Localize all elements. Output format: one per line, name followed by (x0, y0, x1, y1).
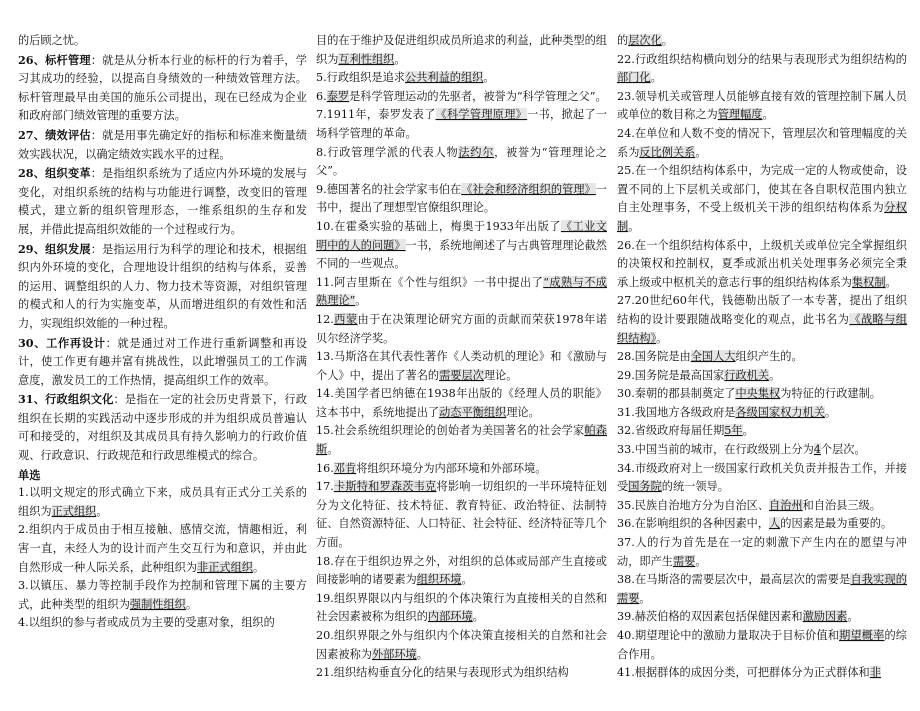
section-heading-single-choice: 单选 (18, 467, 41, 482)
answer: 需要 (672, 554, 696, 568)
question-item (316, 590, 607, 627)
question-text: 4.以组织的参与者或成员为主要的受惠对象，组织的 (18, 616, 275, 630)
question-text-end: 。 (847, 610, 859, 624)
question-item (316, 422, 607, 459)
left-column (18, 32, 307, 633)
answer: 法约尔 (458, 145, 495, 159)
question-text-end: 。 (885, 275, 897, 289)
answer: 内部环境 (427, 610, 473, 624)
question-text-end: 。 (695, 554, 707, 568)
question-text-end: 的统一领导。 (661, 480, 729, 494)
question-list-left (18, 484, 307, 633)
question-text: 17. (316, 480, 334, 494)
definition-list (18, 51, 307, 466)
question-text: 29.国务院是最高国家 (617, 368, 725, 382)
answer: 泰罗 (326, 89, 350, 103)
question-item (316, 460, 607, 479)
question-text: 33.中国当前的城市，在行政级别上分为 (617, 443, 814, 457)
answer: 需要层次 (439, 368, 484, 382)
question-item (617, 608, 907, 627)
question-item (617, 385, 907, 404)
question-item (617, 404, 907, 423)
question-text: 31.我国地方各级政府是 (617, 405, 736, 419)
definition-body: ：就是用事先确定好的指标和标准来衡量绩效实践状况，以确定绩效实践水平的过程。 (18, 128, 307, 161)
question-item (617, 497, 907, 516)
question-item (316, 181, 607, 218)
answer: 反比例关系 (639, 145, 696, 159)
question-text-end: 一书中，提出了理想型官僚组织理论。 (316, 182, 607, 215)
definition-term: 29、组织发展 (18, 241, 91, 256)
question-text: 24.在单位和人数不变的情况下，管理层次和管理幅度的关系为 (617, 126, 907, 159)
answer: 激励因素 (802, 610, 848, 624)
question-text: 2.组织内于成员由于相互接触、感情交流，情趣相近，利害一直，未经人为的设计而产生交互行为和意识，并由此自然形成一种人际关系，此种组织为 (18, 523, 307, 574)
question-text-end: 将组织环境分为内部环境和外部环境。 (356, 461, 547, 475)
question-text: 18.存在于组织边界之外，对组织的总体或局部产生直接或间接影响的诸要素为 (316, 554, 607, 587)
answer: 正式组织 (51, 504, 97, 518)
question-text-end: 的因素是最为重要的。 (780, 517, 893, 531)
definition-item (18, 390, 307, 465)
question-text: 3.以镇压、暴力等控制手段作为控制和管理下属的主要方式，此种类型的组织为 (18, 579, 307, 611)
question-item (316, 69, 607, 88)
question-text: 20.组织界限之外与组织内个体决策直接相关的自然和社会因素被称为 (316, 629, 607, 661)
answer: 公共利益的组织 (405, 71, 484, 85)
question-text: 38.在马斯洛的需要层次中，最高层次的需要是 (617, 573, 851, 587)
question-text-end: 为特征的行政建制。 (780, 387, 881, 401)
definition-body: ：就是从分析本行业的标杆的行为着手，学习其成功的经验，以提高自身绩效的一种绩效管理方法。标杆管理最早由美国的施乐公司提出，现在已经成为企业和政府部门绩效管理的重要方法。 (18, 53, 307, 123)
definition-term: 30、工作再设计 (18, 335, 106, 350)
question-text-end: 。 (628, 219, 640, 233)
answer: 自我实现的需要 (617, 573, 907, 605)
answer: 分权制 (617, 201, 907, 233)
question-item (617, 367, 907, 386)
question-text-end: 。 (695, 145, 707, 159)
question-text-end: 理论。 (483, 368, 518, 382)
right-top-tail: 的层次化。 (617, 34, 673, 47)
question-item (18, 484, 307, 521)
question-text-end: 。 (742, 424, 754, 438)
question-text: 9.德国著名的社会学家韦伯在 (316, 182, 462, 196)
question-item (316, 348, 607, 385)
question-text: 28.国务院是由 (617, 350, 691, 364)
question-item (617, 441, 907, 460)
question-text-end: 的综合作用。 (617, 629, 907, 661)
question-text: 30.秦朝的郡县制奠定了 (617, 387, 736, 401)
question-text: 12. (316, 312, 334, 326)
answer: 卡斯特和罗森茨韦克 (333, 480, 437, 494)
question-text: 40.期望理论中的激励力量取决于目标价值和 (617, 629, 840, 642)
answer: 互利性组织 (338, 52, 395, 66)
question-text: 7.1911年，泰罗发表了 (316, 108, 436, 122)
question-text-end: 。 (650, 71, 662, 85)
question-item (617, 348, 907, 367)
middle-top-tail: 目的在于维护及促进组织成员所追求的利益，此种类型的组织为互利性组织。 (316, 34, 607, 66)
definition-term: 28、组织变革 (18, 166, 91, 181)
question-item (617, 125, 907, 162)
answer: “成熟与不成熟理论” (316, 275, 607, 308)
question-text: 13.马斯洛在其代表性著作《人类动机的理论》和《激励与个人》中，提出了著名的 (316, 350, 607, 382)
question-text-end: 。 (472, 610, 484, 624)
question-text: 37.人的行为首先是在一定的刺激下产生内在的愿望与冲动，即产生 (617, 536, 907, 568)
question-item (617, 515, 907, 534)
question-item (316, 274, 607, 311)
answer: 非正式组织 (197, 560, 253, 574)
definition-item (18, 334, 307, 391)
answer: 集权制 (851, 275, 886, 289)
answer: 4 (813, 443, 821, 457)
question-text: 22.行政组织结构横向划分的结果与表现形式为组织结构的 (617, 52, 907, 66)
question-item (316, 106, 607, 143)
answer: 5年 (724, 424, 743, 438)
question-text-end: 。 (483, 71, 495, 85)
answer: 非 (869, 666, 881, 680)
definition-term: 27、绩效评估 (18, 127, 91, 142)
question-text-end: 。 (327, 443, 339, 457)
answer: 帕森斯 (316, 424, 607, 457)
question-item (617, 237, 907, 293)
question-text-end: 。 (762, 108, 774, 122)
definition-body: ：是指运用行为科学的理论和技术，根据组织内外环境的变化，合理地设计组织的结构与体系，妥善的运用、调整组织的人力、物力技术等资源，对组织管理的模式和人的行为实施变革，从而增进组织的有效性和活力，实现组织效能的一种过程。 (18, 242, 307, 330)
question-item (316, 144, 607, 181)
question-text: 39.赫茨伯格的双因素包括保健因素和 (617, 610, 803, 624)
question-item (617, 51, 907, 88)
question-text-end: 组织产生的。 (735, 350, 803, 364)
question-text-end: 。 (461, 573, 473, 587)
definition-body: ：是指在一定的社会历史背景下，行政组织在长期的实践活动中逐步形成的并为组织成员普遍认可和接受的，对组织及其成员具有持久影响力的行政价值观、行政意识、行政规范和行政思维模式的综合。 (18, 393, 307, 463)
question-list-middle (316, 69, 607, 683)
question-item (617, 460, 907, 497)
right-column (617, 32, 907, 683)
question-item (316, 627, 607, 664)
question-item (18, 614, 307, 633)
answer: 期望概率 (839, 629, 885, 642)
question-text-end: 一书，掀起了一场科学管理的革命。 (316, 108, 607, 140)
answer: 层次化 (628, 34, 662, 47)
question-item (316, 218, 607, 274)
question-text-end: 。 (656, 331, 668, 345)
answer: 自治州 (769, 498, 803, 512)
question-item (316, 385, 607, 422)
question-item (617, 664, 907, 683)
answer: 管理幅度 (717, 108, 763, 122)
question-text: 25.在一个组织结构体系中，为完成一定的人物或使命，设置不同的上下层机关或部门，使其在各自职权范围内独立自主处理事务，不受上级机关干涉的组织结构体系为 (617, 164, 907, 215)
question-text: 26.在一个组织结构体系中，上级机关或单位完全掌握组织的决策权和控制权，夏季或派出机关处理事务必须完全秉承上级或中枢机关的意志行事的组织结构体系为 (617, 238, 907, 289)
question-text: 10.在霍桑实验的基础上，梅奥于1933年出版了 (316, 219, 561, 233)
answer: 动态平衡组织 (439, 405, 507, 419)
answer: 邓肯 (333, 461, 357, 475)
question-text: 34.市级政府对上一级国家行政机关负责并报告工作，并接受 (617, 461, 907, 494)
answer: 各级国家权力机关 (735, 405, 825, 419)
question-text-end: 将影响一切组织的一半环境特征划分为文化特征、技术特征、教育特征、政治特征、法制特征、自然资源特征、人口特征、社会特征、经济特征等几个方面。 (316, 480, 607, 550)
question-text: 41.根据群体的成因分类，可把群体分为正式群体和 (617, 666, 870, 680)
question-list-right (617, 51, 907, 683)
question-text: 19.组织界限以内与组织的个体决策行为直接相关的自然和社会因素被称为组织的 (316, 591, 607, 624)
answer: 外部环境 (371, 647, 417, 661)
answer: 全国人大 (690, 350, 736, 364)
answer: 《战略与组织结构》 (617, 312, 907, 345)
answer: 国务院 (628, 480, 662, 494)
question-item (617, 292, 907, 348)
middle-column (316, 32, 607, 683)
question-text-end: 。 (252, 560, 265, 574)
question-text-end: 个层次。 (820, 443, 866, 457)
answer: 西蒙 (333, 312, 358, 326)
question-text-end: 。 (96, 504, 108, 518)
answer: 人 (769, 517, 781, 531)
question-text-end: 。 (769, 368, 781, 382)
question-item (617, 571, 907, 608)
question-item (617, 627, 907, 664)
question-text: 36.在影响组织的各种因素中， (617, 517, 770, 531)
answer: 部门化 (617, 71, 651, 85)
definition-item (18, 51, 307, 126)
question-text: 8.行政管理学派的代表人物 (316, 145, 459, 159)
question-item (617, 534, 907, 571)
definition-item (18, 126, 307, 164)
question-item (316, 664, 607, 683)
definition-body: ：就是通过对工作进行重新调整和再设计，使工作更有趣并富有挑战性，以此增强员工的工作满意度，激发员工的工作热情，提高组织工作的效率。 (18, 336, 307, 387)
definition-item (18, 164, 307, 239)
question-text-end: 。 (355, 294, 367, 308)
question-text-end: 由于在决策理论研究方面的贡献而荣获1978年诺贝尔经济学奖。 (316, 312, 607, 345)
question-text: 5.行政组织是追求 (316, 71, 405, 85)
question-text: 11.阿吉里斯在《个性与组织》一书中提出了 (316, 275, 544, 289)
definition-item (18, 240, 307, 334)
question-item (18, 521, 307, 577)
question-text: 32.省级政府每届任期 (617, 424, 725, 438)
question-item (316, 478, 607, 552)
question-text: 23.领导机关或管理人员能够直接有效的管理控制下属人员或单位的数目称之为 (617, 89, 907, 122)
answer: 《社会和经济组织的管理》 (461, 182, 596, 196)
question-text: 35.民族自治地方分为自治区、 (617, 498, 770, 512)
question-text-end: 。 (416, 647, 428, 661)
question-text-end: 和自治县三级。 (802, 498, 881, 512)
answer: 《科学管理原理》 (435, 108, 528, 122)
answer: 中央集权 (735, 387, 781, 401)
question-text-end: 。 (639, 591, 651, 605)
definition-term: 26、标杆管理 (18, 52, 91, 67)
question-item (316, 553, 607, 590)
question-item (617, 422, 907, 441)
question-text: 16. (316, 461, 334, 475)
question-text: 21.组织结构垂直分化的结果与表现形式为组织结构 (316, 666, 569, 680)
answer: 行政机关 (724, 368, 770, 382)
question-item (316, 88, 607, 107)
question-text: 15.社会系统组织理论的创始者为美国著名的社会学家 (316, 424, 585, 438)
question-text-end: 一书，系统地阐述了与古典管理理论截然不同的一些观点。 (316, 238, 607, 271)
question-text-end: ，被誉为“管理理论之父”。 (316, 145, 607, 178)
question-text-end: 。 (185, 597, 198, 611)
definition-body: ：是指组织系统为了适应内外环境的发展与变化，对组织系统的结构与功能进行调整，改变旧的管理模式，建立新的组织管理形态，一维系组织的生存和发展，并借此提高组织效能的一个过程或行为。 (18, 167, 307, 236)
question-text-end: 理论。 (506, 405, 540, 419)
answer: 组织环境 (416, 573, 462, 587)
question-item (316, 311, 607, 348)
answer: 强制性组织 (129, 597, 186, 611)
question-item (617, 162, 907, 236)
question-item (18, 577, 307, 614)
question-text: 1.以明文规定的形式确立下来，成员具有正式分工关系的组织为 (18, 486, 307, 518)
question-text-end: 。 (825, 405, 837, 419)
question-item (617, 88, 907, 125)
definition-term: 31、行政组织文化 (18, 392, 114, 407)
answer: 《工业文明中的人的问题》 (316, 219, 607, 252)
question-text-end: 是科学管理运动的先驱者，被誉为“科学管理之父”。 (349, 89, 607, 103)
question-text: 27.20世纪60年代，钱德勒出版了一本专著，提出了组织结构的设计要跟随战略变化的观点，此书名为 (617, 294, 907, 326)
question-text: 6. (316, 89, 327, 103)
left-top-tail: 的后顾之忧。 (18, 34, 86, 47)
question-text: 14.美国学者巴纳德在1938年出版的《经理人员的职能》这本书中，系统地提出了 (316, 387, 607, 419)
